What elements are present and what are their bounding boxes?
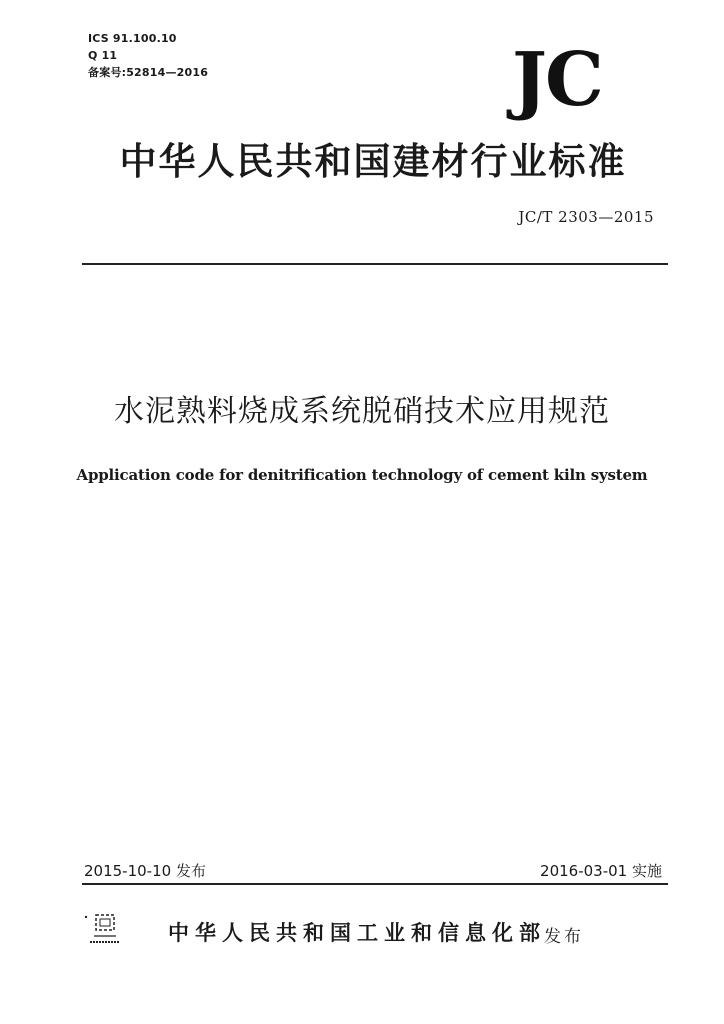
publish-label: 发布 [544,927,584,947]
document-title-chinese: 水泥熟料烧成系统脱硝技术应用规范 [114,394,610,429]
publisher-name: 中华人民共和国工业和信息化部 [168,920,546,945]
document-title-english: Application code for denitrification technology of cement kiln system [76,466,648,484]
ministry-emblem-icon [82,912,126,948]
standard-category-title: 中华人民共和国建材行业标准 [119,139,627,183]
issue-date: 2015-10-10 发布 [84,862,206,880]
bottom-divider [82,883,668,885]
standard-number: JC/T 2303—2015 [518,208,654,226]
jc-logo: JC [512,37,602,123]
implementation-date: 2016-03-01 实施 [540,862,662,880]
classification-code: Q 11 [88,49,118,62]
top-divider [82,263,668,265]
record-number: 备案号:52814—2016 [88,66,209,79]
ics-code: ICS 91.100.10 [88,32,177,45]
